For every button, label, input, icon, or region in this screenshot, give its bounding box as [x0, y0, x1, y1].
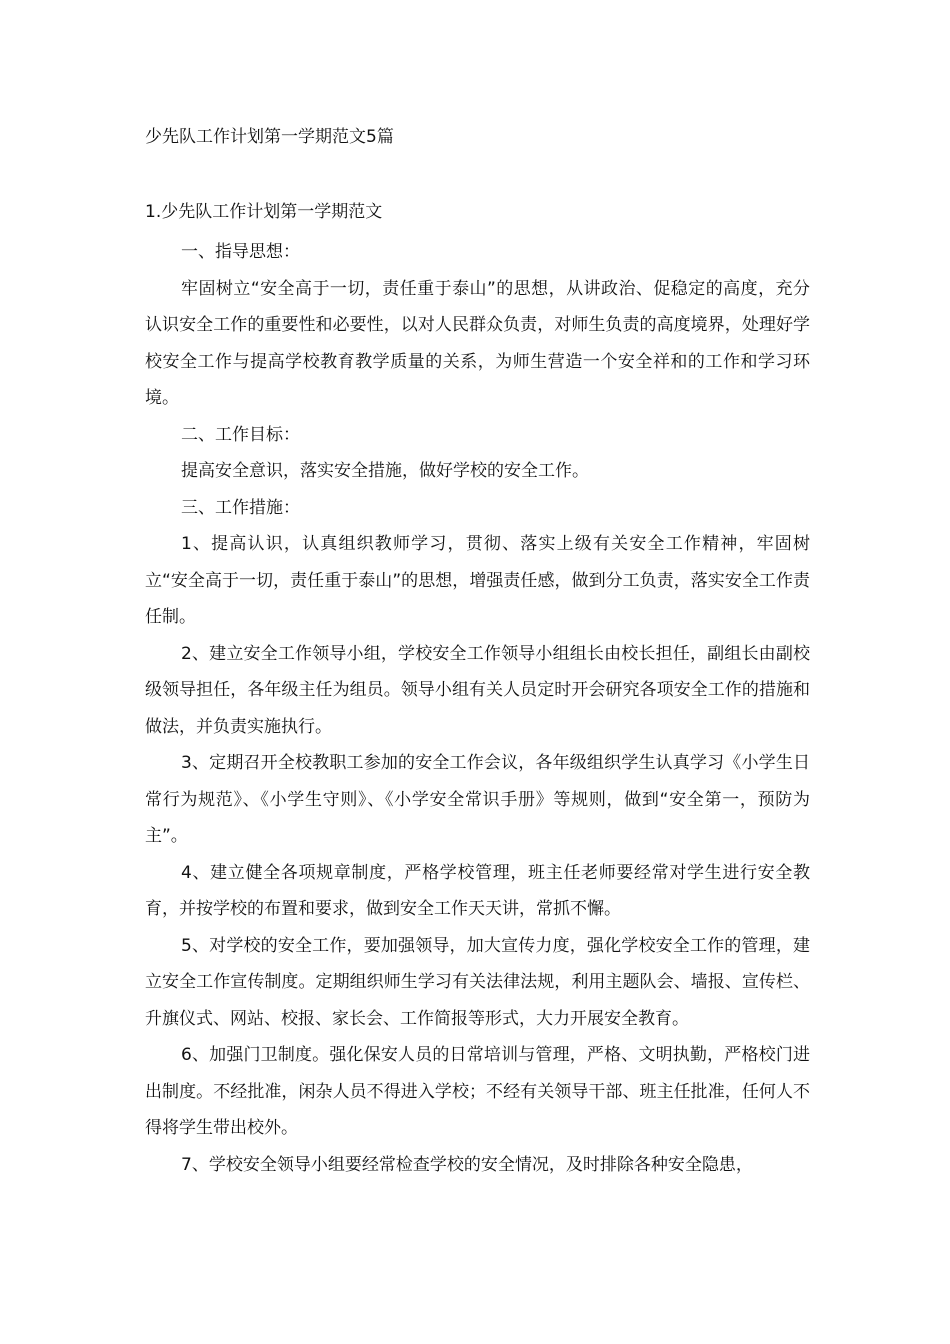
- paragraph: 4、建立健全各项规章制度，严格学校管理，班主任老师要经常对学生进行安全教育，并按学校的布置和要求，做到安全工作天天讲，常抓不懈。: [145, 862, 810, 919]
- section-title: 1.少先队工作计划第一学期范文: [145, 202, 383, 222]
- document-title: 少先队工作计划第一学期范文5篇: [145, 127, 394, 147]
- heading-work-goals: 二、工作目标：: [181, 424, 300, 445]
- paragraph: 3、定期召开全校教职工参加的安全工作会议，各年级组织学生认真学习《小学生日常行为规范》、《小学生守则》、《小学安全常识手册》等规则，做到“安全第一，预防为主”。: [145, 753, 810, 846]
- paragraph: 1、提高认识，认真组织教师学习，贯彻、落实上级有关安全工作精神，牢固树立“安全高于一切，责任重于泰山”的思想，增强责任感，做到分工负责，落实安全工作责任制。: [145, 534, 810, 627]
- paragraph: 5、对学校的安全工作，要加强领导，加大宣传力度，强化学校安全工作的管理，建立安全工作宣传制度。定期组织师生学习有关法律法规，利用主题队会、墙报、宣传栏、升旗仪式、网站、校报、家长会、工作简报等形式，大力开展安全教育。: [145, 935, 810, 1029]
- paragraph: 2、建立安全工作领导小组，学校安全工作领导小组组长由校长担任，副组长由副校级领导担任，各年级主任为组员。领导小组有关人员定时开会研究各项安全工作的措施和做法，并负责实施执行。: [145, 643, 810, 737]
- heading-work-measures: 三、工作措施：: [181, 497, 300, 518]
- paragraph: 7、学校安全领导小组要经常检查学校的安全情况，及时排除各种安全隐患，: [181, 1154, 753, 1175]
- paragraph: 提高安全意识，落实安全措施，做好学校的安全工作。: [181, 461, 589, 481]
- heading-guiding-ideology: 一、指导思想：: [181, 242, 300, 262]
- document-body: [145, 234, 810, 1183]
- paragraph: 6、加强门卫制度。强化保安人员的日常培训与管理，严格、文明执勤，严格校门进出制度。不经批准，闲杂人员不得进入学校；不经有关领导干部、班主任批准，任何人不得将学生带出校外。: [145, 1045, 810, 1138]
- paragraph: 牢固树立“安全高于一切，责任重于泰山”的思想，从讲政治、促稳定的高度，充分认识安全工作的重要性和必要性，以对人民群众负责，对师生负责的高度境界，处理好学校安全工作与提高学校教育教学质量的关系，为师生营造一个安全祥和的工作和学习环境。: [145, 278, 810, 408]
